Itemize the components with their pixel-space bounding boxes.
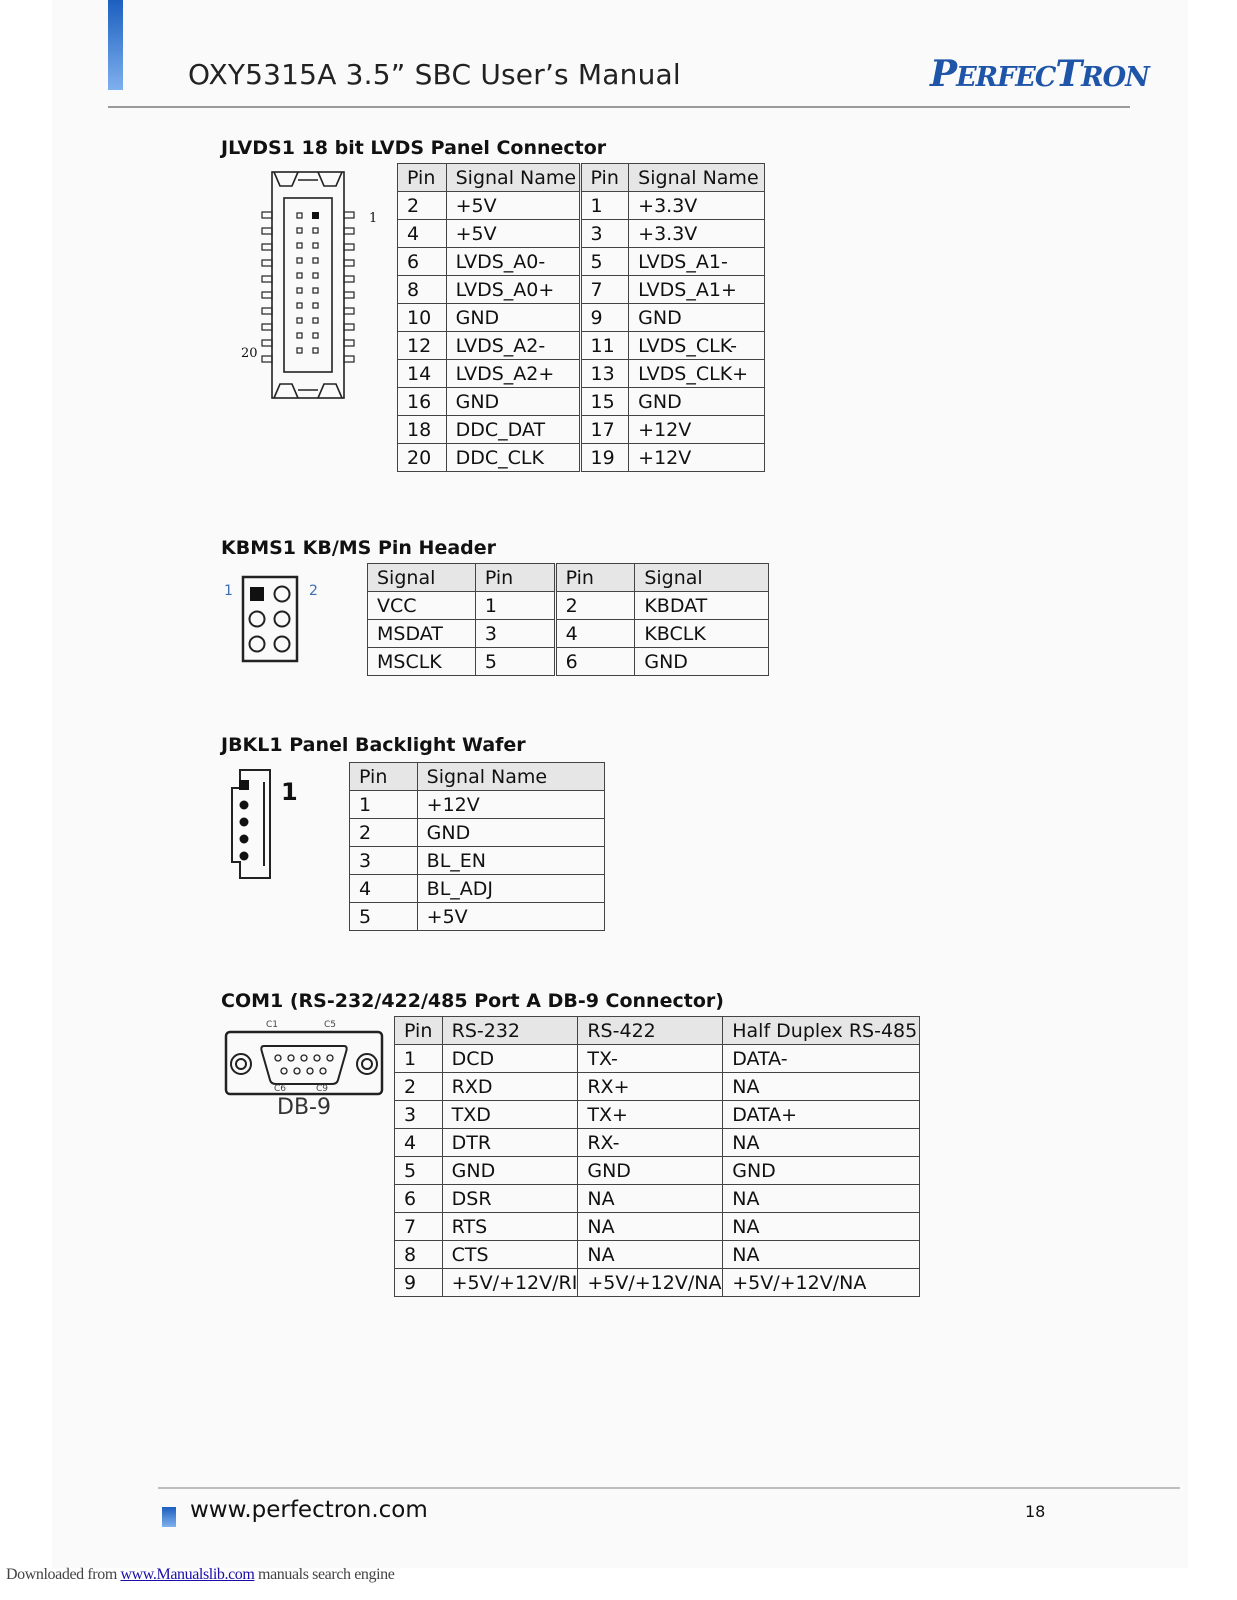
column-header: RS-232 [442,1017,578,1045]
table-row [398,416,765,444]
table-cell: +5V [446,220,580,248]
table-cell: RTS [442,1213,578,1241]
column-header: RS-422 [578,1017,723,1045]
table-row [350,847,605,875]
table-cell: 8 [398,276,447,304]
lvds-pin20-label: 20 [241,346,258,361]
table-cell: 10 [398,304,447,332]
table-cell: DCD [442,1045,578,1073]
column-header: Pin [555,564,635,592]
kbms-section-title: KBMS1 KB/MS Pin Header [221,537,497,559]
db9-c5-label: C5 [324,1020,337,1030]
column-header: Pin [350,763,418,791]
table-cell: 15 [580,388,629,416]
table-cell: DATA- [723,1045,920,1073]
table-cell: +5V/+12V/NA [723,1269,920,1297]
table-cell: GND [578,1157,723,1185]
table-cell: 1 [475,592,555,620]
db9-c9-label: C9 [316,1084,329,1094]
table-row [368,592,769,620]
table-cell: 20 [398,444,447,472]
lvds-pin1-label: 1 [369,211,378,226]
table-cell: RXD [442,1073,578,1101]
table-cell: DDC_CLK [446,444,580,472]
table-cell: KBDAT [635,592,769,620]
footer-divider [158,1487,1180,1489]
table-row [398,444,765,472]
table-row [395,1241,920,1269]
table-cell: +12V [629,444,765,472]
table-cell: 8 [395,1241,443,1269]
table-row [395,1101,920,1129]
table-cell: +5V/+12V/RI [442,1269,578,1297]
table-cell: 4 [350,875,418,903]
table-header-row [395,1017,920,1045]
column-header: Signal Name [417,763,604,791]
table-cell: 2 [350,819,418,847]
table-cell: 5 [395,1157,443,1185]
table-cell: NA [578,1185,723,1213]
table-cell: LVDS_CLK- [629,332,765,360]
table-cell: NA [723,1185,920,1213]
column-header: Signal Name [446,164,580,192]
jlvds-section-title: JLVDS1 18 bit LVDS Panel Connector [221,137,607,159]
column-header: Signal [635,564,769,592]
table-cell: DTR [442,1129,578,1157]
download-notice [6,1566,394,1584]
table-cell: 11 [580,332,629,360]
table-row [395,1213,920,1241]
kbms-header-diagram [240,574,304,664]
table-cell: BL_EN [417,847,604,875]
footer-accent-square [162,1507,176,1527]
table-cell: 7 [580,276,629,304]
table-cell: VCC [368,592,476,620]
table-cell: GND [442,1157,578,1185]
table-cell: 6 [555,648,635,676]
table-cell: NA [578,1213,723,1241]
table-row [368,620,769,648]
table-cell: 12 [398,332,447,360]
com1-section-title: COM1 (RS-232/422/485 Port A DB-9 Connector) [221,990,724,1012]
backlight-pin-table [349,762,605,931]
table-cell: NA [578,1241,723,1269]
table-row [395,1185,920,1213]
db9-name-label: DB-9 [277,1095,331,1120]
table-cell: 1 [580,192,629,220]
table-cell: NA [723,1129,920,1157]
db9-connector-diagram [224,1028,384,1098]
table-cell: 5 [350,903,418,931]
table-cell: +12V [417,791,604,819]
lvds-pin-table [397,163,765,472]
table-row [350,903,605,931]
table-cell: +3.3V [629,220,765,248]
table-cell: GND [635,648,769,676]
table-cell: 14 [398,360,447,388]
table-cell: DSR [442,1185,578,1213]
table-cell: BL_ADJ [417,875,604,903]
table-cell: TX- [578,1045,723,1073]
table-cell: MSCLK [368,648,476,676]
table-cell: DDC_DAT [446,416,580,444]
table-row [398,220,765,248]
table-row [395,1045,920,1073]
table-cell: 6 [395,1185,443,1213]
header-divider [108,106,1130,108]
header-accent-bar [108,0,123,90]
table-cell: MSDAT [368,620,476,648]
table-header-row [350,763,605,791]
table-cell: 7 [395,1213,443,1241]
table-cell: NA [723,1241,920,1269]
table-cell: 16 [398,388,447,416]
table-cell: LVDS_A0- [446,248,580,276]
table-cell: GND [629,304,765,332]
backlight-wafer-diagram [226,766,286,884]
table-cell: RX+ [578,1073,723,1101]
table-cell: 3 [395,1101,443,1129]
table-cell: +5V [446,192,580,220]
table-cell: 4 [395,1129,443,1157]
table-cell: KBCLK [635,620,769,648]
table-row [398,276,765,304]
column-header: Half Duplex RS-485 [723,1017,920,1045]
table-cell: 17 [580,416,629,444]
table-cell: 9 [395,1269,443,1297]
table-row [398,360,765,388]
table-header-row [398,164,765,192]
com1-pin-table [394,1016,920,1297]
jbkl-section-title: JBKL1 Panel Backlight Wafer [221,734,526,756]
table-row [368,648,769,676]
download-prefix: Downloaded from [6,1566,121,1583]
table-row [398,304,765,332]
table-cell: +12V [629,416,765,444]
table-cell: +5V/+12V/NA [578,1269,723,1297]
table-cell: LVDS_A2+ [446,360,580,388]
column-header: Pin [475,564,555,592]
table-row [395,1157,920,1185]
table-cell: DATA+ [723,1101,920,1129]
table-cell: LVDS_A1- [629,248,765,276]
table-cell: LVDS_A2- [446,332,580,360]
table-cell: +5V [417,903,604,931]
table-row [398,192,765,220]
table-cell: 18 [398,416,447,444]
table-cell: RX- [578,1129,723,1157]
table-row [395,1129,920,1157]
manualslib-link[interactable]: www.Manualslib.com [120,1566,255,1583]
table-cell: LVDS_A0+ [446,276,580,304]
table-cell: 5 [580,248,629,276]
table-cell: 1 [395,1045,443,1073]
lvds-connector-diagram [234,168,384,404]
table-cell: LVDS_CLK+ [629,360,765,388]
table-cell: 2 [395,1073,443,1101]
table-cell: GND [417,819,604,847]
table-header-row [368,564,769,592]
table-cell: TXD [442,1101,578,1129]
column-header: Pin [398,164,447,192]
perfectron-logo: PERFECTRON [930,53,1149,95]
backlight-pin1-label: 1 [281,778,298,806]
document-title: OXY5315A 3.5” SBC User’s Manual [188,58,681,91]
kbms-pin1-label: 1 [224,583,233,599]
page-number: 18 [1025,1502,1046,1521]
table-cell: +3.3V [629,192,765,220]
column-header: Signal [368,564,476,592]
footer-website: www.perfectron.com [190,1497,428,1523]
column-header: Signal Name [629,164,765,192]
table-cell: NA [723,1213,920,1241]
table-cell: GND [629,388,765,416]
table-cell: LVDS_A1+ [629,276,765,304]
table-row [395,1269,920,1297]
table-row [350,819,605,847]
table-cell: 5 [475,648,555,676]
table-cell: GND [446,388,580,416]
column-header: Pin [580,164,629,192]
table-cell: 9 [580,304,629,332]
table-cell: 4 [555,620,635,648]
table-cell: 2 [555,592,635,620]
table-row [395,1073,920,1101]
table-row [398,332,765,360]
table-cell: CTS [442,1241,578,1269]
table-row [398,388,765,416]
download-suffix: manuals search engine [254,1566,395,1583]
table-cell: TX+ [578,1101,723,1129]
table-cell: 19 [580,444,629,472]
table-cell: GND [723,1157,920,1185]
table-row [350,791,605,819]
db9-c6-label: C6 [274,1084,287,1094]
table-cell: 13 [580,360,629,388]
table-cell: 4 [398,220,447,248]
table-cell: 3 [580,220,629,248]
table-cell: 3 [475,620,555,648]
table-row [350,875,605,903]
db9-c1-label: C1 [266,1020,279,1030]
table-cell: 6 [398,248,447,276]
table-row [398,248,765,276]
kbms-pin-table [367,563,769,676]
kbms-pin2-label: 2 [309,583,318,599]
table-cell: GND [446,304,580,332]
table-cell: 2 [398,192,447,220]
table-cell: NA [723,1073,920,1101]
table-cell: 3 [350,847,418,875]
column-header: Pin [395,1017,443,1045]
table-cell: 1 [350,791,418,819]
